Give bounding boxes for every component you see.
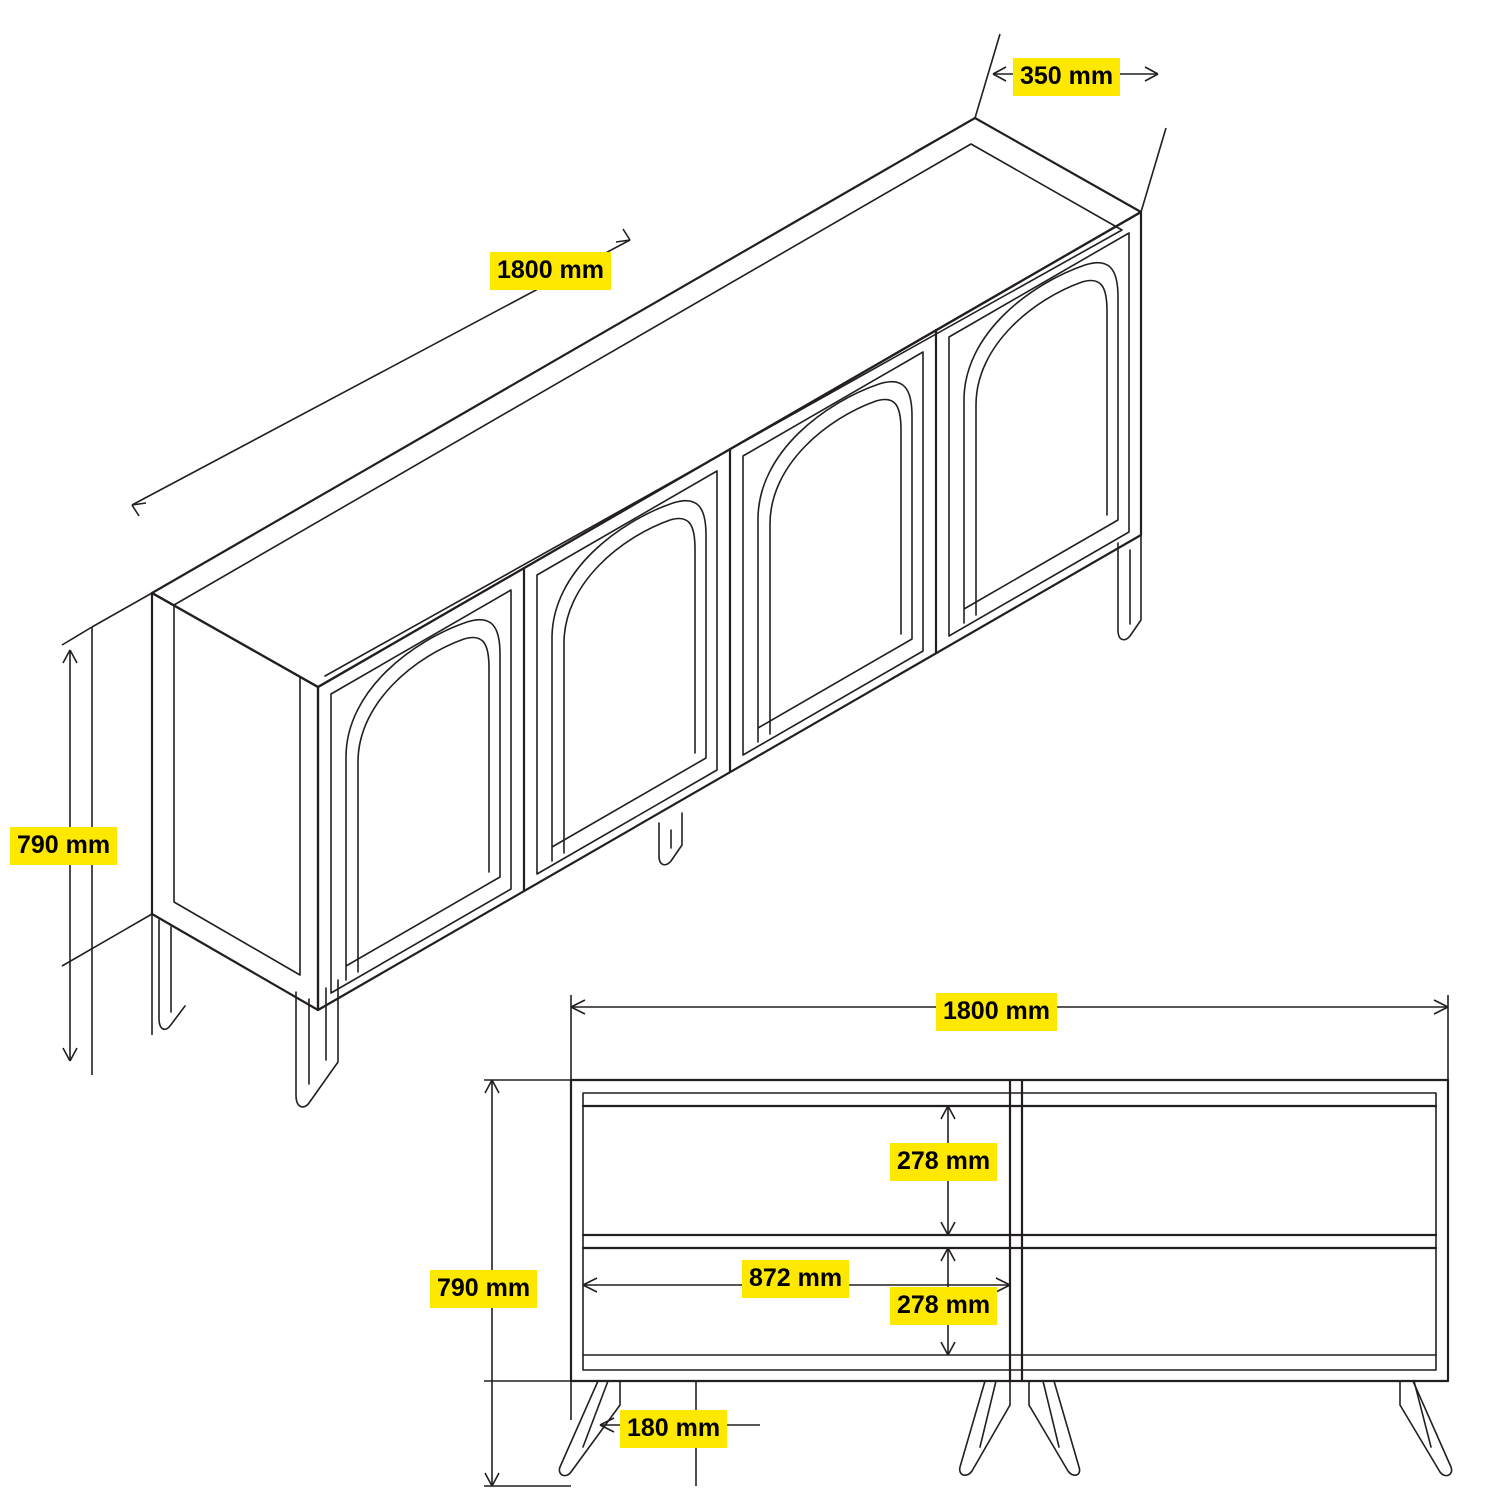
dimension-label-front-height: 790 mm — [430, 1270, 537, 1308]
dimension-label-front-inner-width: 872 mm — [742, 1260, 849, 1298]
dimension-label-iso-height: 790 mm — [10, 827, 117, 865]
dimension-label-front-width: 1800 mm — [936, 993, 1057, 1031]
dimension-label-iso-depth: 350 mm — [1013, 58, 1120, 96]
dimension-label-front-lower-shelf: 278 mm — [890, 1287, 997, 1325]
dimension-label-front-upper-shelf: 278 mm — [890, 1143, 997, 1181]
isometric-view-geometry — [62, 34, 1166, 1107]
dimension-label-front-leg: 180 mm — [620, 1410, 727, 1448]
dimension-label-iso-width: 1800 mm — [490, 252, 611, 290]
